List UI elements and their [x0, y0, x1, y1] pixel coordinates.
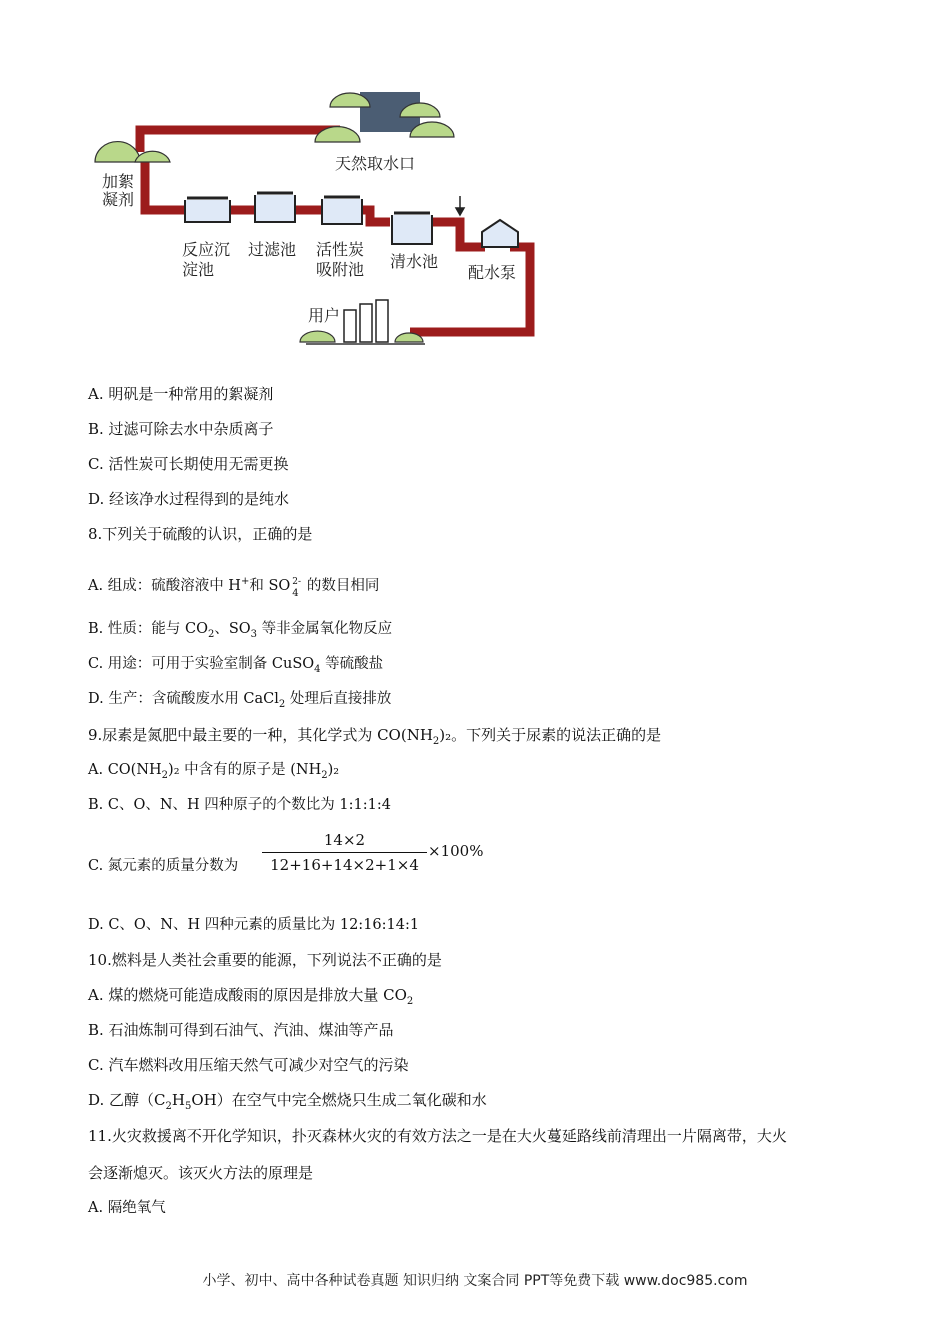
- q8-option-d: [88, 689, 391, 715]
- label-sediment-1: 反应沉: [182, 240, 231, 259]
- q8-d-text: D. 生产：含硫酸废水用 CaCl: [88, 691, 279, 707]
- q9-percent: ×100%: [428, 842, 484, 860]
- q8-a-sub: 4: [292, 587, 299, 599]
- sediment-tank: [185, 200, 230, 222]
- q7-option-b: B. 过滤可除去水中杂质离子: [88, 420, 274, 438]
- q10-a-text: A. 煤的燃烧可能造成酸雨的原因是排放大量 CO: [88, 986, 407, 1004]
- dosing-arrow: [456, 196, 464, 215]
- clear-tank: [392, 215, 432, 244]
- q8-b-text: B. 性质：能与 CO: [88, 621, 208, 637]
- carbon-tank: [322, 199, 362, 224]
- q10-d-post: OH）在空气中完全燃烧只生成二氧化碳和水: [191, 1091, 487, 1109]
- fraction-bar: [262, 852, 427, 853]
- q9-option-a: [88, 760, 339, 786]
- filter-tank: [255, 195, 295, 222]
- q8-c-sub: 4: [314, 663, 321, 675]
- q8-a-mid: 和 SO: [249, 577, 291, 594]
- q8-a-text: A. 组成：硫酸溶液中 H: [88, 577, 241, 594]
- label-clear: 清水池: [390, 252, 439, 271]
- q11-option-a: A. 隔绝氧气: [88, 1200, 166, 1216]
- q10-stem: 10.燃料是人类社会重要的能源，下列说法不正确的是: [88, 951, 442, 969]
- q10-option-d: [88, 1090, 487, 1117]
- label-sediment-2: 淀池: [182, 260, 215, 279]
- pipe-top: [140, 130, 340, 152]
- q9-option-b: B. C、O、N、H 四种原子的个数比为 1:1:1:4: [88, 797, 391, 813]
- label-coagulant-2: 凝剂: [102, 190, 135, 209]
- q8-b-mid: 、SO: [214, 621, 251, 637]
- q9-stem-post: )₂。下列关于尿素的说法正确的是: [439, 726, 662, 744]
- q11-stem-line2: 会逐渐熄灭。该灭火方法的原理是: [88, 1164, 314, 1182]
- q9-stem-sub: 2: [432, 736, 440, 747]
- q8-c-text: C. 用途：可用于实验室制备 CuSO: [88, 656, 315, 672]
- q9-option-c-label: C. 氮元素的质量分数为: [88, 858, 239, 874]
- q10-d-text: D. 乙醇（C: [88, 1091, 166, 1109]
- q9-a-post: )₂: [327, 762, 340, 778]
- q9-a-sub1: 2: [161, 769, 169, 781]
- q9-a-mid: )₂ 中含有的原子是 (NH: [168, 762, 322, 778]
- q8-b-sub1: 2: [207, 628, 215, 640]
- q7-option-c: C. 活性炭可长期使用无需更换: [88, 455, 289, 473]
- page-footer: 小学、初中、高中各种试卷真题 知识归纳 文案合同 PPT等免费下载 www.doc985.com: [202, 1273, 748, 1289]
- q8-b-post: 等非金属氧化物反应: [257, 621, 393, 637]
- q10-d-sub2: 5: [184, 1101, 192, 1112]
- q8-option-a: [88, 572, 380, 599]
- q10-option-a: [88, 985, 413, 1012]
- q9-a-sub2: 2: [321, 769, 328, 781]
- label-pump: 配水泵: [468, 263, 517, 282]
- q8-option-c: [88, 654, 383, 680]
- label-source: 天然取水口: [335, 154, 416, 173]
- q8-a-sup-plus: +: [240, 576, 250, 587]
- q8-d-post: 处理后直接排放: [285, 691, 392, 707]
- q10-d-sub1: 2: [165, 1101, 172, 1112]
- q9-fraction: [262, 830, 427, 875]
- water-treatment-diagram: [90, 82, 550, 352]
- q9-fraction-denominator: 12+16+14×2+1×4: [270, 856, 419, 874]
- label-coagulant-1: 加絮: [102, 172, 135, 191]
- q9-stem-text: 9.尿素是氮肥中最主要的一种，其化学式为 CO(NH: [88, 726, 433, 744]
- q9-option-d: D. C、O、N、H 四种元素的质量比为 12:16:14:1: [88, 917, 420, 933]
- user-building: [344, 300, 388, 342]
- q8-a-post: 的数目相同: [302, 577, 380, 594]
- q8-c-post: 等硫酸盐: [320, 656, 384, 672]
- q10-option-b: B. 石油炼制可得到石油气、汽油、煤油等产品: [88, 1021, 394, 1039]
- label-user: 用户: [308, 306, 341, 325]
- q8-a-charge: 2-: [292, 576, 302, 587]
- q10-a-sub: 2: [406, 996, 414, 1007]
- q9-fraction-numerator: 14×2: [323, 831, 366, 849]
- label-filter: 过滤池: [248, 240, 297, 259]
- q8-option-b: [88, 619, 392, 645]
- q7-option-a: A. 明矾是一种常用的絮凝剂: [88, 385, 274, 403]
- pump-house: [482, 220, 518, 247]
- q10-d-mid: H: [171, 1091, 185, 1109]
- q7-option-d: D. 经该净水过程得到的是纯水: [88, 490, 290, 508]
- q11-stem-line1: 11.火灾救援离不开化学知识，扑灭森林火灾的有效方法之一是在大火蔓延路线前清理出一片隔离带，大火: [88, 1127, 787, 1145]
- q8-stem: 8.下列关于硫酸的认识，正确的是: [88, 525, 313, 543]
- q8-b-sub2: 3: [250, 628, 258, 640]
- q9-a-text: A. CO(NH: [88, 762, 162, 778]
- label-carbon-2: 吸附池: [316, 260, 365, 279]
- label-carbon-1: 活性炭: [316, 240, 365, 259]
- q9-stem: [88, 725, 661, 752]
- q10-option-c: C. 汽车燃料改用压缩天然气可减少对空气的污染: [88, 1056, 409, 1074]
- q8-d-sub: 2: [278, 698, 286, 710]
